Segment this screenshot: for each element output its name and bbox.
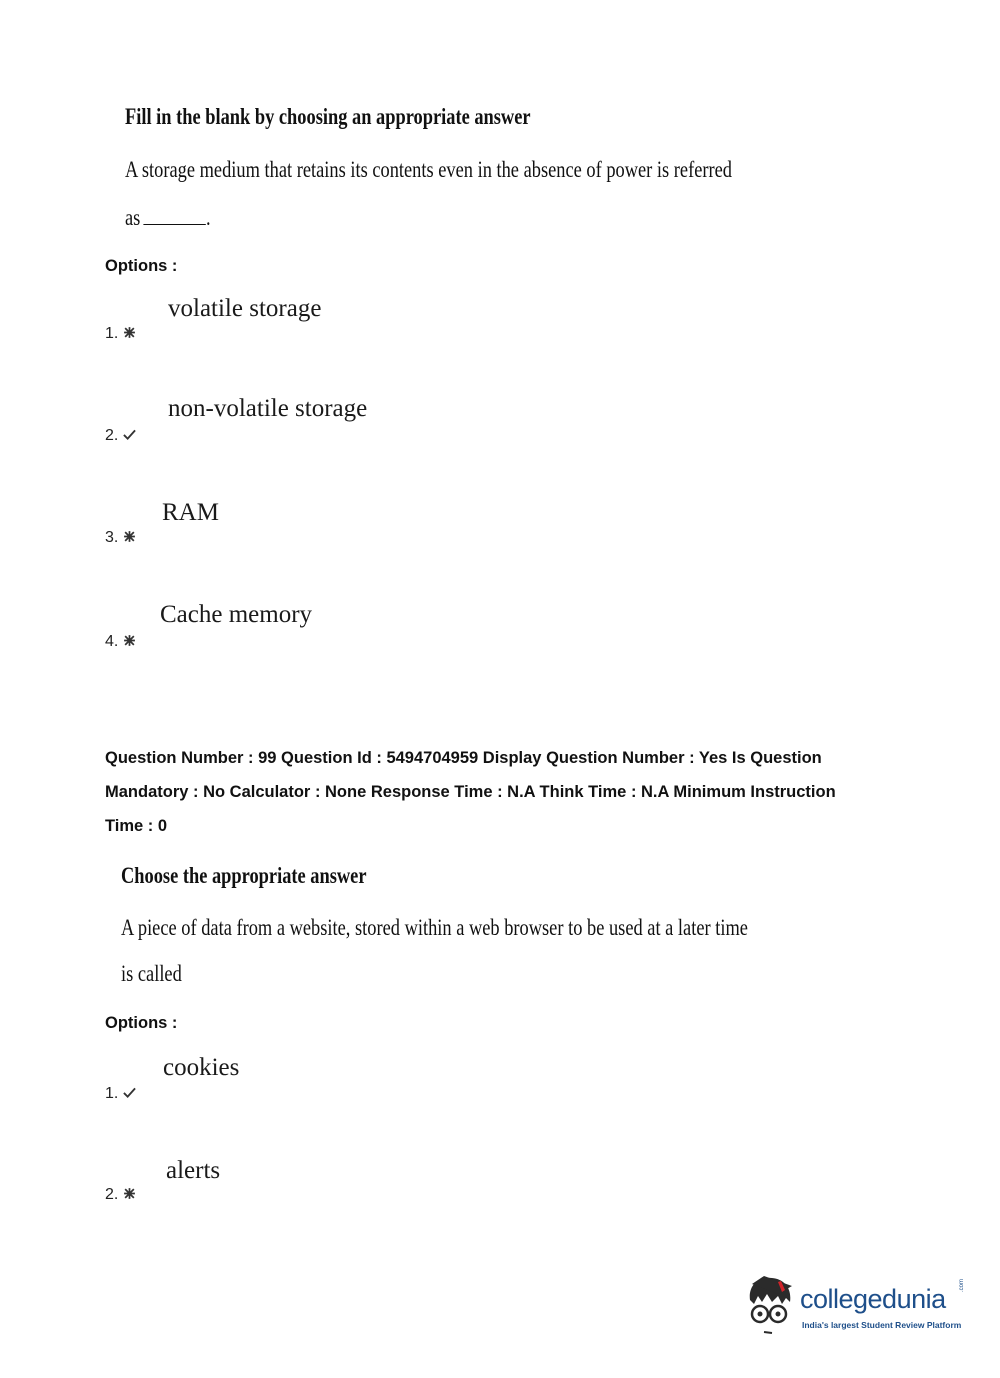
q1-text-as: as: [125, 205, 141, 230]
check-icon: [123, 428, 136, 441]
cross-icon: [123, 326, 136, 339]
brand-dotcom: .com: [959, 1278, 965, 1292]
q1-options-label: Options :: [105, 257, 178, 275]
cross-icon: [123, 1187, 136, 1200]
collegedunia-logo[interactable]: [742, 1270, 972, 1342]
mascot-icon: [742, 1272, 800, 1342]
q1-option-4-text[interactable]: Cache memory: [160, 601, 313, 628]
q2-instruction: Choose the appropriate answer: [121, 863, 367, 888]
q2-option-1-text[interactable]: cookies: [163, 1054, 240, 1081]
q1-option-4-number: [105, 633, 136, 651]
q1-instruction: Fill in the blank by choosing an appropriate answer: [125, 104, 531, 129]
q1-option-1-text[interactable]: volatile storage: [168, 295, 322, 322]
q2-meta-line3: Time : 0: [105, 817, 168, 835]
q1-option-2-number: [105, 427, 136, 445]
option-number: 2.: [105, 427, 119, 444]
q2-options-label: Options :: [105, 1014, 178, 1032]
fill-blank: [144, 206, 206, 225]
q2-meta-line1: Question Number : 99 Question Id : 5494704959 Display Question Number : Yes Is Question: [105, 749, 822, 767]
q1-text-period: .: [205, 205, 211, 230]
q2-option-2-text[interactable]: alerts: [166, 1157, 221, 1184]
q1-text-line1: A storage medium that retains its contents even in the absence of power is referred: [125, 157, 732, 182]
brand-name: collegedunia: [800, 1284, 946, 1314]
q2-meta-line2: Mandatory : No Calculator : None Response Time : N.A Think Time : N.A Minimum Instruction: [105, 783, 836, 801]
brand-tagline: India's largest Student Review Platform: [802, 1320, 962, 1330]
cross-icon: [123, 634, 136, 647]
q2-text-line2: is called: [121, 961, 182, 986]
q1-option-1-number: [105, 325, 136, 343]
option-number: 1.: [105, 1085, 119, 1102]
q2-text-line1: A piece of data from a website, stored within a web browser to be used at a later time: [121, 915, 748, 940]
option-number: 4.: [105, 633, 119, 650]
cross-icon: [123, 530, 136, 543]
q2-option-1-number: [105, 1085, 136, 1103]
q1-text-line2: [125, 205, 211, 231]
q1-option-2-text[interactable]: non-volatile storage: [168, 395, 368, 422]
option-number: 2.: [105, 1186, 119, 1203]
option-number: 1.: [105, 325, 119, 342]
q2-option-2-number: [105, 1186, 136, 1204]
option-number: 3.: [105, 529, 119, 546]
q1-option-3-text[interactable]: RAM: [162, 499, 219, 526]
q1-option-3-number: [105, 529, 136, 547]
check-icon: [123, 1086, 136, 1099]
